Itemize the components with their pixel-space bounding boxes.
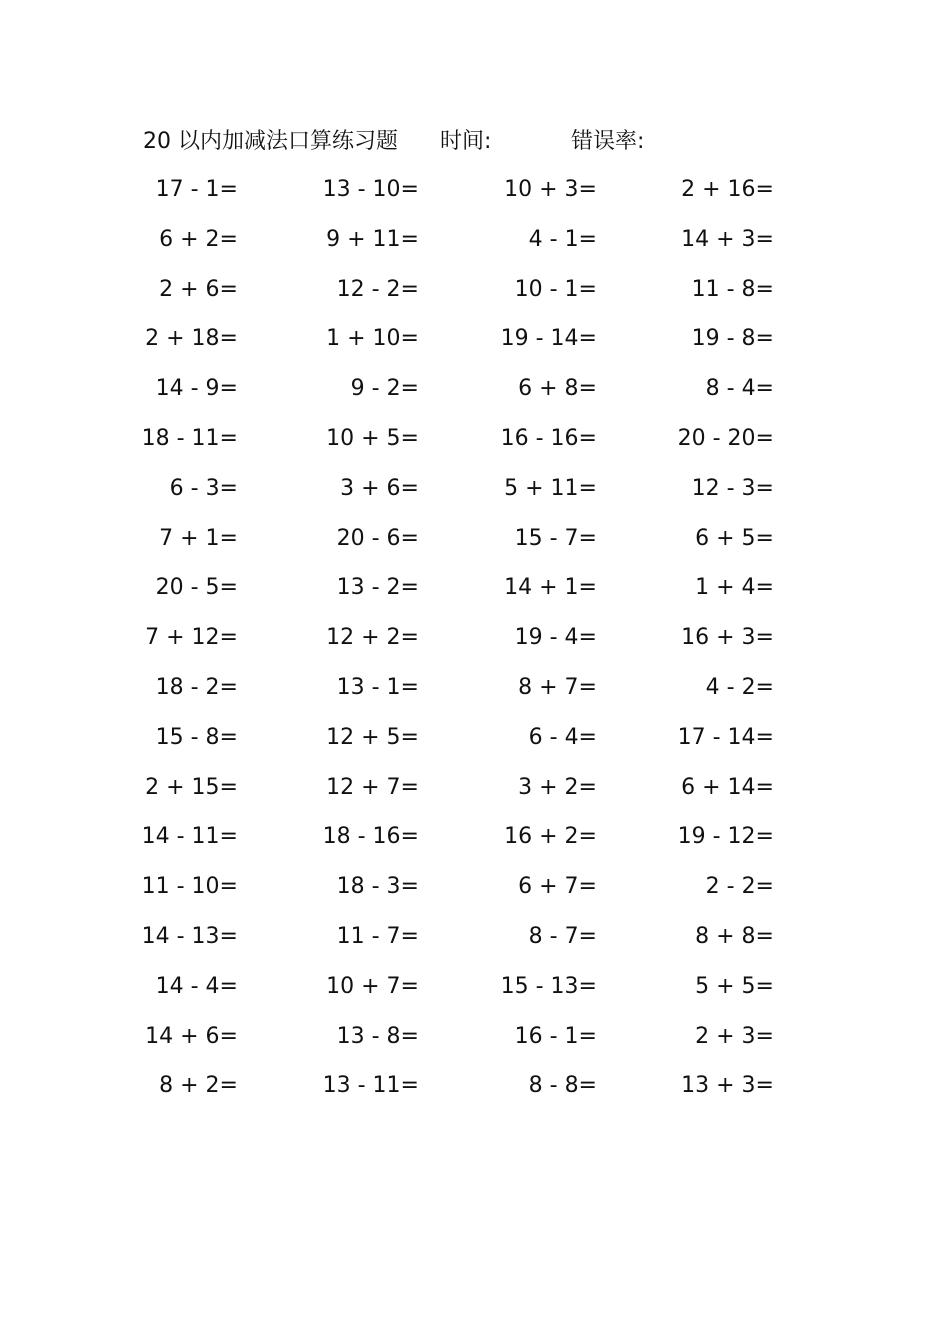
problem-item: 2 + 15= <box>145 774 238 800</box>
problem-row <box>0 670 950 720</box>
problem-row <box>0 969 950 1019</box>
problem-item: 15 - 8= <box>155 724 238 750</box>
problem-row <box>0 371 950 421</box>
problem-item: 6 + 14= <box>681 774 774 800</box>
problem-row <box>0 421 950 471</box>
problem-item: 6 + 2= <box>159 226 238 252</box>
problem-row <box>0 770 950 820</box>
problem-item: 12 + 7= <box>326 774 419 800</box>
problem-item: 14 - 4= <box>155 973 238 999</box>
problem-row <box>0 570 950 620</box>
problem-item: 18 - 2= <box>155 674 238 700</box>
problem-item: 14 - 13= <box>141 923 238 949</box>
problem-item: 12 + 5= <box>326 724 419 750</box>
problem-item: 1 + 10= <box>326 326 419 352</box>
problem-item: 16 - 16= <box>500 425 597 451</box>
problem-item: 2 - 2= <box>705 874 774 900</box>
problem-item: 10 + 7= <box>326 973 419 999</box>
problem-item: 8 - 8= <box>528 1073 597 1099</box>
problem-item: 5 + 5= <box>695 973 774 999</box>
problem-item: 20 - 20= <box>677 425 774 451</box>
problem-item: 19 - 8= <box>691 326 774 352</box>
problem-item: 18 - 11= <box>141 425 238 451</box>
time-label: 时间: <box>440 129 492 154</box>
problem-item: 5 + 11= <box>504 475 597 501</box>
problem-item: 6 + 7= <box>518 874 597 900</box>
problem-row <box>0 222 950 272</box>
problem-item: 2 + 18= <box>145 326 238 352</box>
problem-item: 20 - 6= <box>336 525 419 551</box>
problem-item: 13 - 2= <box>336 575 419 601</box>
problem-row <box>0 1068 950 1118</box>
problem-item: 8 + 2= <box>159 1073 238 1099</box>
problem-item: 12 - 3= <box>691 475 774 501</box>
problem-row <box>0 471 950 521</box>
problem-row <box>0 521 950 571</box>
problem-item: 2 + 3= <box>695 1023 774 1049</box>
problem-item: 19 - 12= <box>677 824 774 850</box>
problem-item: 15 - 13= <box>500 973 597 999</box>
problem-item: 14 + 3= <box>681 226 774 252</box>
problem-item: 9 - 2= <box>350 376 419 402</box>
problem-row <box>0 869 950 919</box>
problem-item: 17 - 1= <box>155 177 238 202</box>
problem-item: 7 + 1= <box>159 525 238 551</box>
problem-item: 14 - 11= <box>141 824 238 850</box>
problem-item: 14 + 1= <box>504 575 597 601</box>
problem-item: 12 - 2= <box>336 276 419 302</box>
problem-item: 1 + 4= <box>695 575 774 601</box>
problem-item: 20 - 5= <box>155 575 238 601</box>
problem-item: 2 + 16= <box>681 177 774 202</box>
problem-item: 10 - 1= <box>514 276 597 302</box>
problem-item: 6 - 3= <box>169 475 238 501</box>
problem-row <box>0 1019 950 1069</box>
problem-item: 4 - 2= <box>705 674 774 700</box>
problem-item: 16 + 3= <box>681 625 774 651</box>
problem-item: 15 - 7= <box>514 525 597 551</box>
problem-grid <box>0 172 950 1118</box>
problem-item: 13 - 1= <box>336 674 419 700</box>
problem-row <box>0 272 950 322</box>
worksheet-title: 20 以内加减法口算练习题 <box>143 129 398 154</box>
problem-item: 13 - 11= <box>322 1073 419 1099</box>
problem-item: 8 + 8= <box>695 923 774 949</box>
problem-row <box>0 321 950 371</box>
problem-item: 10 + 3= <box>504 177 597 202</box>
problem-item: 11 - 8= <box>691 276 774 302</box>
problem-row <box>0 172 950 222</box>
problem-item: 18 - 16= <box>322 824 419 850</box>
error-rate-label: 错误率: <box>571 129 645 154</box>
problem-item: 2 + 6= <box>159 276 238 302</box>
problem-item: 7 + 12= <box>145 625 238 651</box>
problem-item: 19 - 4= <box>514 625 597 651</box>
problem-item: 13 + 3= <box>681 1073 774 1099</box>
problem-item: 6 + 5= <box>695 525 774 551</box>
problem-row <box>0 720 950 770</box>
problem-item: 8 - 4= <box>705 376 774 402</box>
problem-item: 11 - 10= <box>141 874 238 900</box>
problem-item: 16 - 1= <box>514 1023 597 1049</box>
problem-item: 11 - 7= <box>336 923 419 949</box>
problem-item: 18 - 3= <box>336 874 419 900</box>
problem-item: 19 - 14= <box>500 326 597 352</box>
problem-item: 3 + 6= <box>340 475 419 501</box>
problem-item: 16 + 2= <box>504 824 597 850</box>
problem-item: 12 + 2= <box>326 625 419 651</box>
problem-item: 9 + 11= <box>326 226 419 252</box>
problem-row <box>0 620 950 670</box>
problem-item: 14 - 9= <box>155 376 238 402</box>
problem-item: 4 - 1= <box>528 226 597 252</box>
problem-item: 8 + 7= <box>518 674 597 700</box>
problem-item: 6 + 8= <box>518 376 597 402</box>
problem-item: 13 - 10= <box>322 177 419 202</box>
problem-item: 8 - 7= <box>528 923 597 949</box>
problem-row <box>0 819 950 869</box>
problem-item: 10 + 5= <box>326 425 419 451</box>
problem-item: 14 + 6= <box>145 1023 238 1049</box>
problem-row <box>0 919 950 969</box>
problem-item: 17 - 14= <box>677 724 774 750</box>
problem-item: 3 + 2= <box>518 774 597 800</box>
problem-item: 6 - 4= <box>528 724 597 750</box>
problem-item: 13 - 8= <box>336 1023 419 1049</box>
